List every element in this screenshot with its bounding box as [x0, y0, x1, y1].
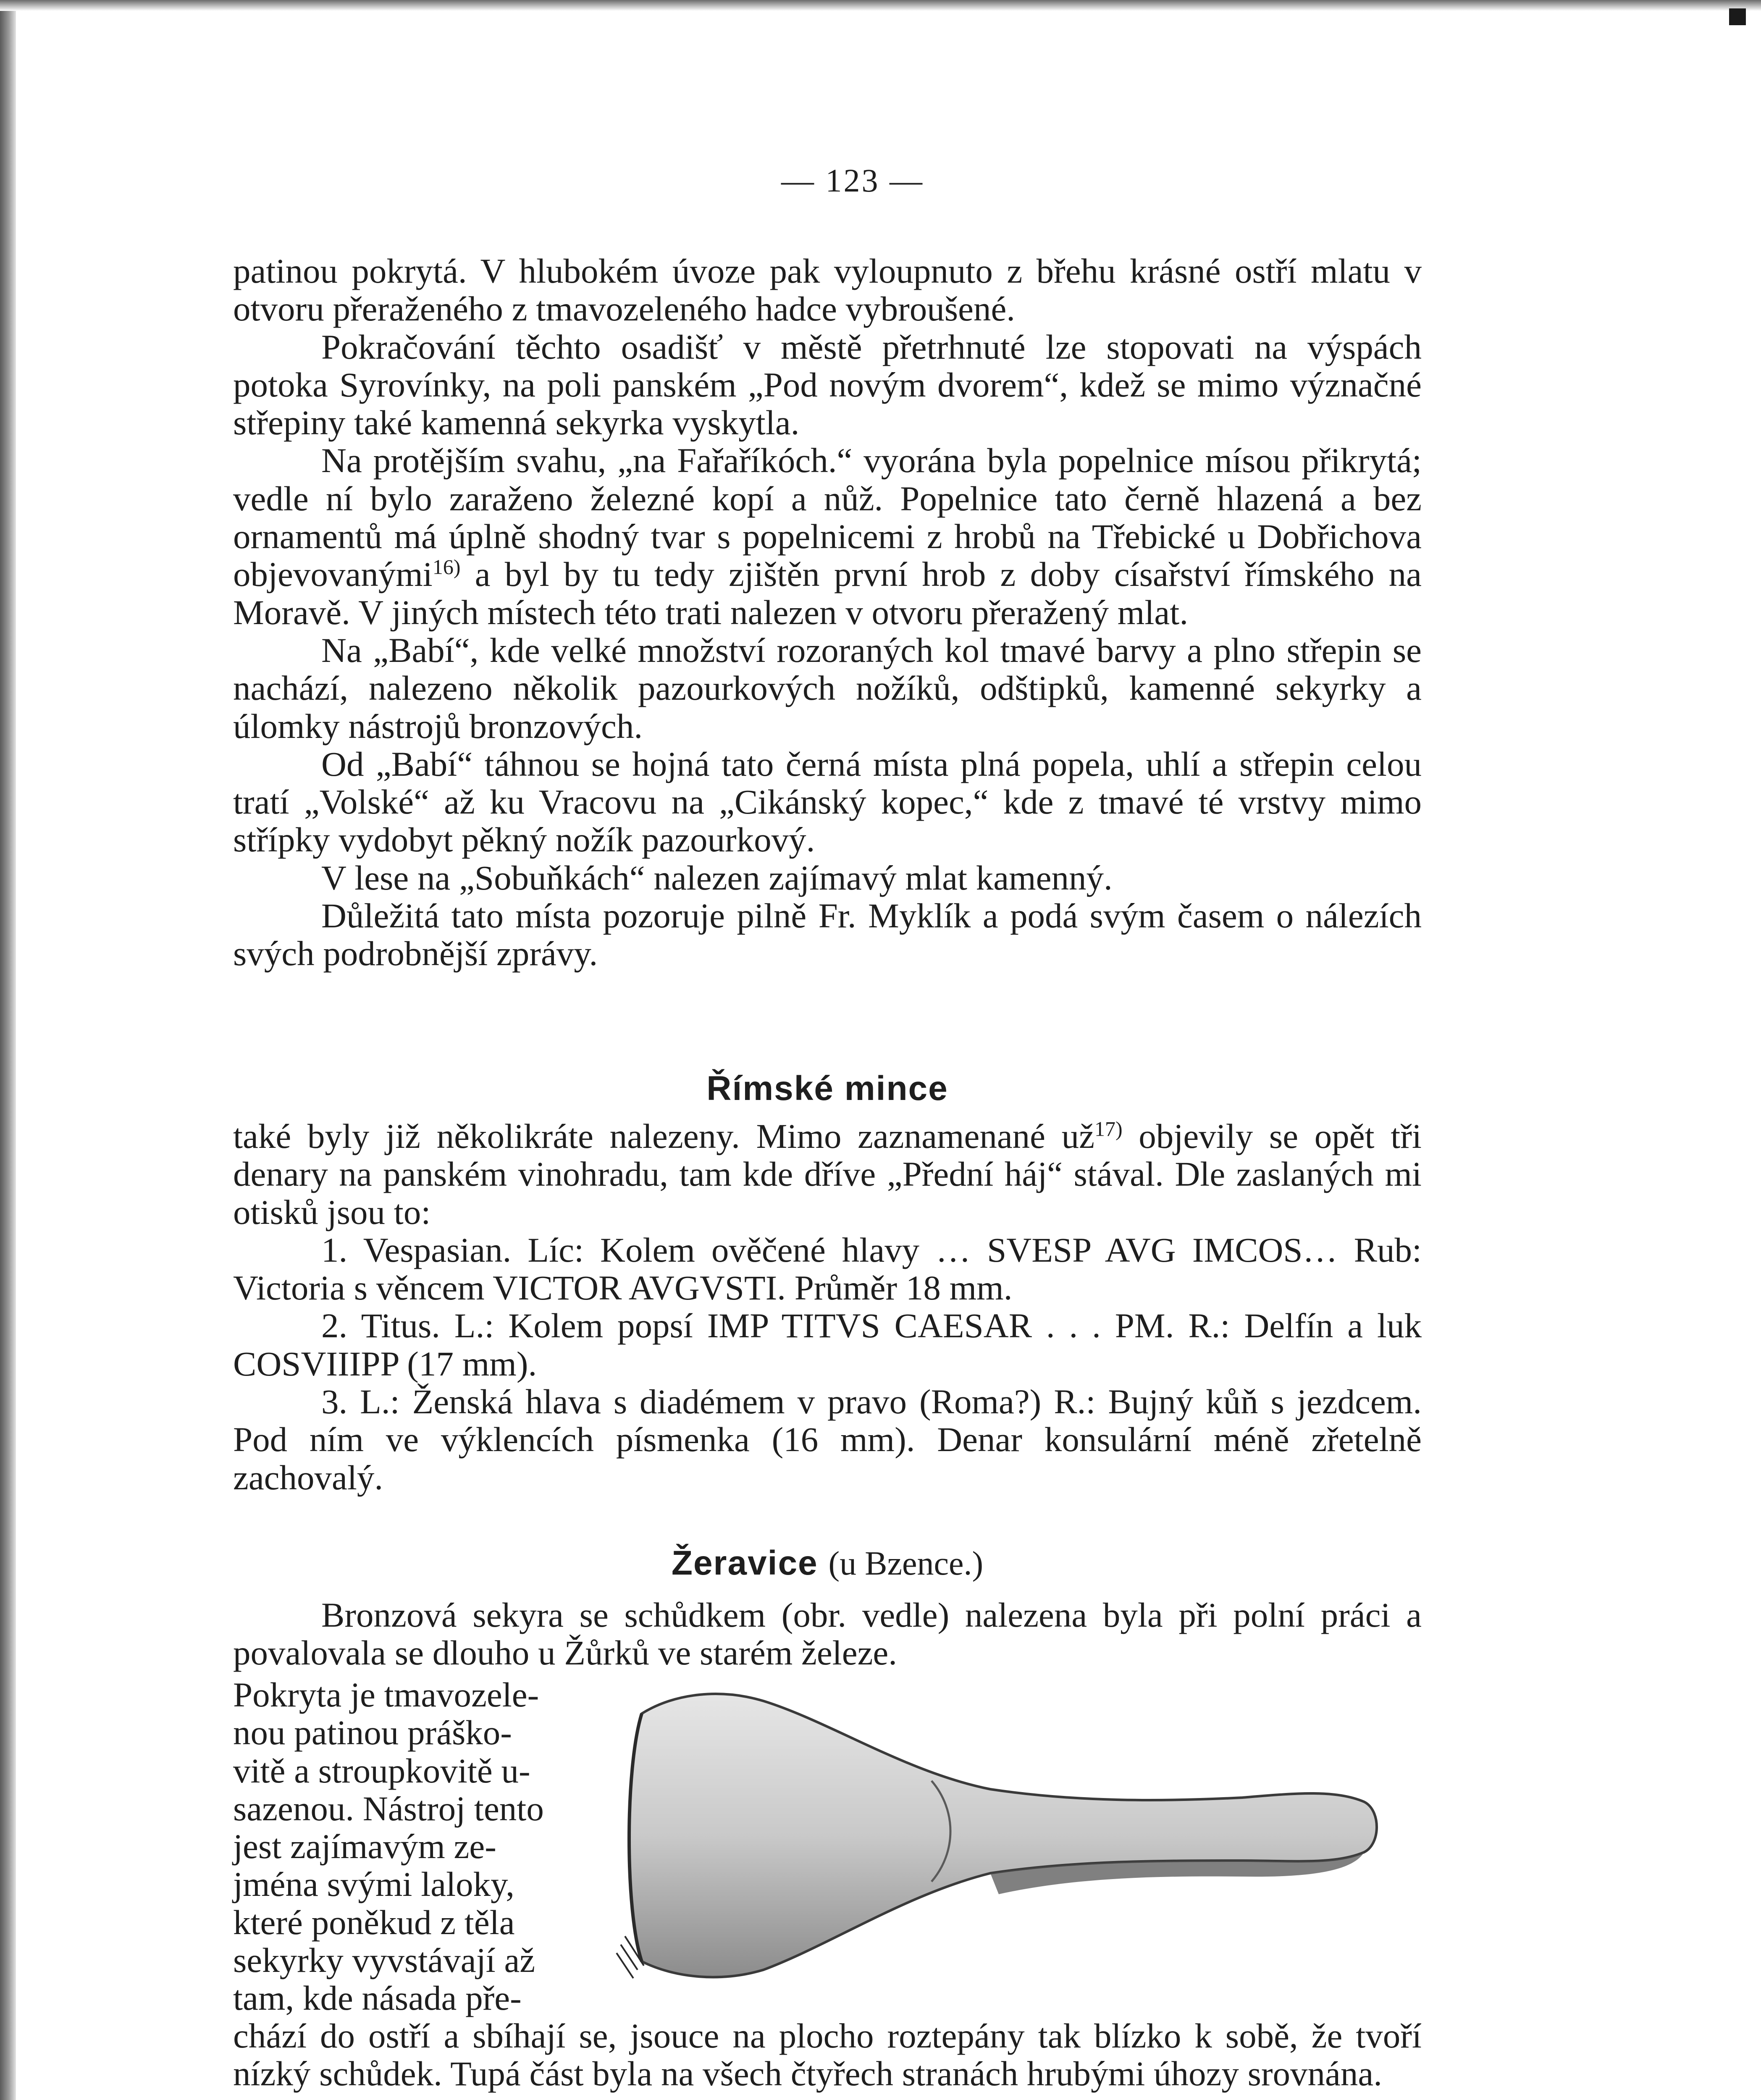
coin-entry: 1. Vespasian. Líc: Kolem ověčené hlavy … SVESP AVG IMCOS… Rub: Victoria s věncem VICTOR AVGVSTI. Průměr 18 mm.	[233, 1230, 1422, 1307]
paragraph-text: Na protějším svahu, „na Fařaříkóch.“ vyorána byla popelnice mísou přikrytá; vedle ní bylo zaraženo železné kopí a nůž. Popelnice tato černě hlazená a bez ornamentů má úplně shodný tvar s popelnicemi z hrobů na Třebické u Dobřichova objevovanými	[233, 441, 1422, 594]
coin-entry: 3. L.: Ženská hlava s diadémem v pravo (Roma?) R.: Bujný kůň s jezdcem. Pod ním ve výklencích písmenka (16 mm). Denar konsulární méně zřetelně zachovalý.	[233, 1382, 1422, 1497]
text-line: Pokryta je tmavozele-	[233, 1675, 539, 1714]
paragraph: Důležitá tato místa pozoruje pilně Fr. Myklík a podá svým časem o nálezích svých podrobnější zprávy.	[233, 896, 1422, 973]
page-top-shadow	[0, 0, 1761, 11]
footnote-ref-17[interactable]: 17)	[1094, 1117, 1123, 1141]
heading-main: Žeravice	[671, 1544, 818, 1582]
text-line: které poněkud z těla	[233, 1903, 515, 1942]
paragraph: patinou pokrytá. V hlubokém úvoze pak vyloupnuto z břehu krásné ostří mlatu v otvoru přeraženého z tmavozeleného hadce vybroušené.	[233, 252, 1422, 328]
paragraph: V lese na „Sobuňkách“ nalezen zajímavý mlat kamenný.	[321, 858, 1113, 897]
paragraph: chází do ostří a sbíhají se, jsouce na plocho roztepány tak blízko k sobě, že tvoří nízký schůdek. Tupá část byla na všech čtyřech stranách hrubými úhozy srovnána.	[233, 2016, 1422, 2093]
paragraph: Od „Babí“ táhnou se hojná tato černá místa plná popela, uhlí a střepin celou tratí „Volské“ až ku Vracovu na „Cikánský kopec,“ kde z tmavé té vrstvy mimo střípky vydobyt pěkný nožík pazourkový.	[233, 744, 1422, 859]
text-line: sekyrky vyvstávají až	[233, 1941, 535, 1980]
section-roman-coins	[233, 1117, 1422, 1496]
coin-entry: 2. Titus. L.: Kolem popsí IMP TITVS CAESAR . . . PM. R.: Delfín a luk COSVIIIPP (17 mm).	[233, 1306, 1422, 1383]
paragraph	[233, 441, 1422, 631]
text-line: vitě a stroupkovitě u-	[233, 1751, 530, 1790]
bronze-axe-figure	[612, 1676, 1394, 2033]
paragraph-text: také byly již několikráte nalezeny. Mimo zaznamenané už	[233, 1117, 1094, 1155]
section-settlements	[233, 252, 1422, 973]
paragraph-text: objevily se opět tři denary na panském vinohradu, tam kde dříve „Přední háj“ stával. Dle zaslaných mi otisků jsou to:	[233, 1117, 1422, 1231]
text-line: jest zajímavým ze-	[233, 1827, 496, 1866]
section-heading-roman-coins: Římské mince	[706, 1069, 948, 1108]
paragraph: Na „Babí“, kde velké množství rozoraných kol tmavé barvy a plno střepin se nachází, nalezeno několik pazourkových nožíků, odštipků, kamenné sekyrky a úlomky nástrojů bronzových.	[233, 630, 1422, 746]
text-line: tam, kde násada pře-	[233, 1979, 522, 2018]
paragraph	[233, 1117, 1422, 1231]
text-line: sazenou. Nástroj tento	[233, 1789, 544, 1828]
page-edge-shadow	[0, 0, 16, 2100]
wrapped-text-column	[233, 1676, 611, 2017]
page-number: — 123 —	[781, 162, 924, 199]
text-line: nou patinou práško-	[233, 1713, 512, 1752]
paragraph-text: a byl by tu tedy zjištěn první hrob z doby císařství římského na Moravě. V jiných místech této trati nalezen v otvoru přeražený mlat.	[233, 555, 1422, 632]
paragraph: Pokračování těchto osadišť v městě přetrhnuté lze stopovati na výspách potoka Syrovínky, na poli panském „Pod novým dvorem“, kdež se mimo význačné střepiny také kamenná sekyrka vyskytla.	[233, 327, 1422, 442]
paragraph: Bronzová sekyra se schůdkem (obr. vedle) nalezena byla při polní práci a povalovala se dlouho u Žůrků ve starém železe.	[233, 1596, 1422, 1672]
axe-body	[629, 1694, 1377, 1977]
text-line: jména svými laloky,	[233, 1865, 515, 1904]
footnote-ref-16[interactable]: 16)	[432, 555, 461, 579]
section-zeravice-tail	[233, 2017, 1422, 2093]
section-heading-zeravice	[233, 1544, 1422, 1583]
heading-sub: (u Bzence.)	[828, 1545, 984, 1582]
axe-icon	[612, 1676, 1394, 2033]
scan-corner-mark	[1729, 8, 1746, 25]
section-zeravice	[233, 1596, 1422, 1672]
